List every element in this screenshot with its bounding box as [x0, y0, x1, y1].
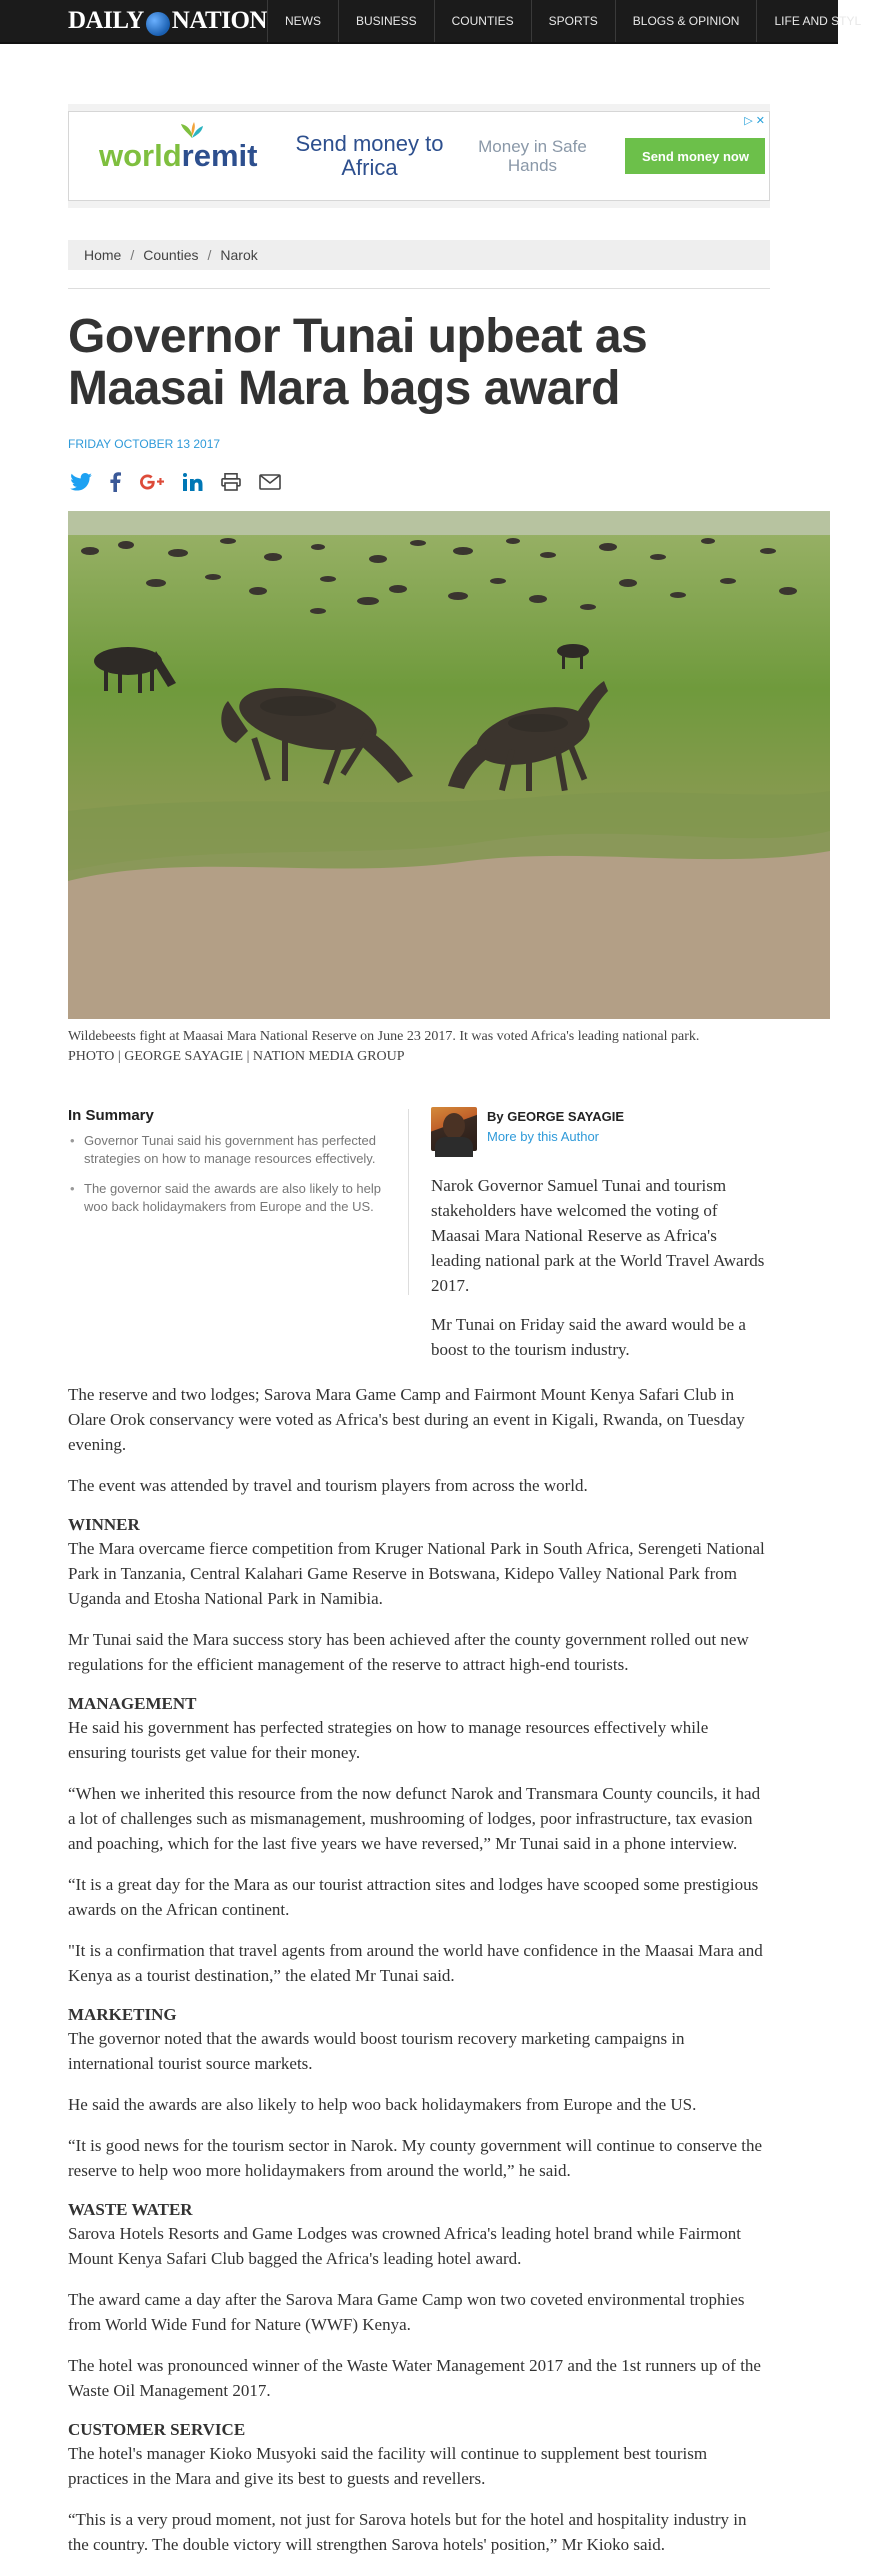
ad-brand-logo	[99, 138, 257, 174]
more-by-author-link[interactable]: More by this Author	[487, 1129, 599, 1144]
article-body	[68, 1382, 770, 2557]
photo-caption	[68, 1027, 770, 1067]
ad-container	[68, 104, 770, 208]
summary-item: • The governor said the awards are also likely to help woo back holidaymakers from Europe and the US.	[68, 1180, 388, 1216]
lead-paragraph: Mr Tunai on Friday said the award would be a boost to the tourism industry.	[431, 1315, 746, 1359]
author-byline	[431, 1107, 770, 1151]
nav-business[interactable]: BUSINESS	[338, 0, 434, 42]
google-plus-icon[interactable]	[139, 470, 165, 494]
print-icon[interactable]	[221, 470, 241, 494]
in-summary-box	[68, 1107, 408, 1362]
site-logo[interactable]	[0, 0, 267, 42]
nav-counties[interactable]: COUNTIES	[434, 0, 531, 42]
breadcrumb-counties[interactable]: Counties	[143, 247, 199, 263]
caption-credit: PHOTO | GEORGE SAYAGIE | NATION MEDIA GROUP	[68, 1049, 405, 1064]
body-paragraph: “It is good news for the tourism sector in Narok. My county government will continue to conserve the reserve to help woo more holidaymakers from around the world,” he said.	[68, 2136, 763, 2180]
divider	[68, 288, 770, 289]
nav-life-and-style[interactable]: LIFE AND STYL	[756, 0, 878, 42]
twitter-icon[interactable]	[70, 470, 92, 494]
body-paragraph: He said his government has perfected strategies on how to manage resources effectively while ensuring tourists get value for their money.	[68, 1718, 709, 1762]
main-nav	[267, 0, 878, 42]
section-heading: MANAGEMENT	[68, 1694, 197, 1713]
body-paragraph: The governor noted that the awards would boost tourism recovery marketing campaigns in international tourist source markets.	[68, 2029, 685, 2073]
ad-banner[interactable]	[68, 111, 770, 201]
site-header	[0, 0, 862, 44]
body-paragraph: Mr Tunai said the Mara success story has been achieved after the county government rolled out new regulations for the efficient management of the reserve to attract high-end tourists.	[68, 1630, 749, 1674]
breadcrumb-separator: /	[207, 247, 212, 263]
author-name: By GEORGE SAYAGIE	[487, 1109, 625, 1124]
article-photo[interactable]	[68, 511, 830, 1019]
facebook-icon[interactable]	[110, 470, 121, 494]
body-paragraph: He said the awards are also likely to help woo back holidaymakers from Europe and the US.	[68, 2095, 697, 2114]
body-paragraph: The reserve and two lodges; Sarova Mara Game Camp and Fairmont Mount Kenya Safari Club in Olare Orok conservancy were voted as Africa's best during an event in Kigali, Rwanda, on Tuesday evening.	[68, 1385, 745, 1454]
section-heading: CUSTOMER SERVICE	[68, 2420, 246, 2439]
summary-author-section	[68, 1107, 770, 1362]
nav-news[interactable]: NEWS	[267, 0, 338, 42]
article-title: Governor Tunai upbeat as Maasai Mara bags award	[68, 310, 648, 415]
section-heading: MARKETING	[68, 2005, 177, 2024]
ad-cta-button[interactable]: Send money now	[625, 138, 765, 174]
body-paragraph: The Mara overcame fierce competition from Kruger National Park in South Africa, Serengeti National Park in Tanzania, Central Kalahari Game Reserve in Botswana, Kidepo Valley National Park from Uganda and Etosha National Park in Namibia.	[68, 1539, 765, 1608]
body-paragraph: "It is a confirmation that travel agents from around the world have confidence in the Maasai Mara and Kenya as a tourist destination,” the elated Mr Tunai said.	[68, 1941, 763, 1985]
summary-title: In Summary	[68, 1107, 154, 1124]
body-paragraph: The event was attended by travel and tourism players from across the world.	[68, 1476, 588, 1495]
adchoices-icon[interactable]: ▷ ✕	[744, 115, 765, 127]
lead-paragraph: Narok Governor Samuel Tunai and tourism stakeholders have welcomed the voting of Maasai Mara National Reserve as Africa's leading national park at the World Travel Awards 2017.	[431, 1176, 765, 1295]
article-date: FRIDAY OCTOBER 13 2017	[68, 437, 221, 451]
section-heading: WINNER	[68, 1515, 140, 1534]
ad-subhead: Money in Safe Hands	[478, 137, 587, 175]
nav-sports[interactable]: SPORTS	[531, 0, 615, 42]
author-lead-column	[409, 1107, 770, 1362]
author-avatar[interactable]	[431, 1107, 477, 1151]
breadcrumb-separator: /	[130, 247, 135, 263]
breadcrumb	[68, 240, 770, 270]
body-paragraph: “It is a great day for the Mara as our tourist attraction sites and lodges have scooped some prestigious awards on the African continent.	[68, 1875, 759, 1919]
linkedin-icon[interactable]	[183, 470, 203, 494]
body-paragraph: “This is a very proud moment, not just for Sarova hotels but for the hotel and hospitality industry in the country. The double victory will strengthen Sarova hotels' position,” Mr Kioko said.	[68, 2510, 747, 2554]
section-heading: WASTE WATER	[68, 2200, 193, 2219]
summary-item: • Governor Tunai said his government has perfected strategies on how to manage resources effectively.	[68, 1132, 388, 1168]
leaf-icon	[181, 122, 203, 138]
body-paragraph: The award came a day after the Sarova Mara Game Camp won two coveted environmental trophies from World Wide Fund for Nature (WWF) Kenya.	[68, 2290, 745, 2334]
wildebeest-photo-illustration	[68, 511, 830, 1019]
nav-blogs-opinion[interactable]: BLOGS & OPINION	[615, 0, 757, 42]
summary-list	[68, 1132, 388, 1216]
globe-icon	[146, 12, 170, 36]
logo-text-right: NATION	[171, 7, 267, 34]
body-paragraph: The hotel was pronounced winner of the Waste Water Management 2017 and the 1st runners up of the Waste Oil Management 2017.	[68, 2356, 761, 2400]
ad-brand-part-b: remit	[181, 138, 258, 173]
body-paragraph: “When we inherited this resource from the now defunct Narok and Transmara County councils, it had a lot of challenges such as mismanagement, mushrooming of lodges, poor infrastructure, tax evasion and poaching, which for the last five years we have reversed,” Mr Tunai said in a phone interview.	[68, 1784, 761, 1853]
breadcrumb-home[interactable]: Home	[84, 247, 122, 263]
email-icon[interactable]	[259, 470, 281, 494]
logo-text-left: DAILY	[68, 7, 144, 34]
ad-headline: Send money to Africa	[295, 131, 444, 180]
caption-text: Wildebeests fight at Maasai Mara National Reserve on June 23 2017. It was voted Africa's leading national park.	[68, 1029, 700, 1044]
body-paragraph: Sarova Hotels Resorts and Game Lodges was crowned Africa's leading hotel brand while Fairmont Mount Kenya Safari Club bagged the Africa's leading hotel award.	[68, 2224, 741, 2268]
body-paragraph: The hotel's manager Kioko Musyoki said the facility will continue to supplement best tourism practices in the Mara and give its best to guests and revellers.	[68, 2444, 708, 2488]
share-bar	[70, 469, 770, 495]
ad-brand-part-a: world	[99, 138, 182, 173]
breadcrumb-narok[interactable]: Narok	[220, 247, 258, 263]
